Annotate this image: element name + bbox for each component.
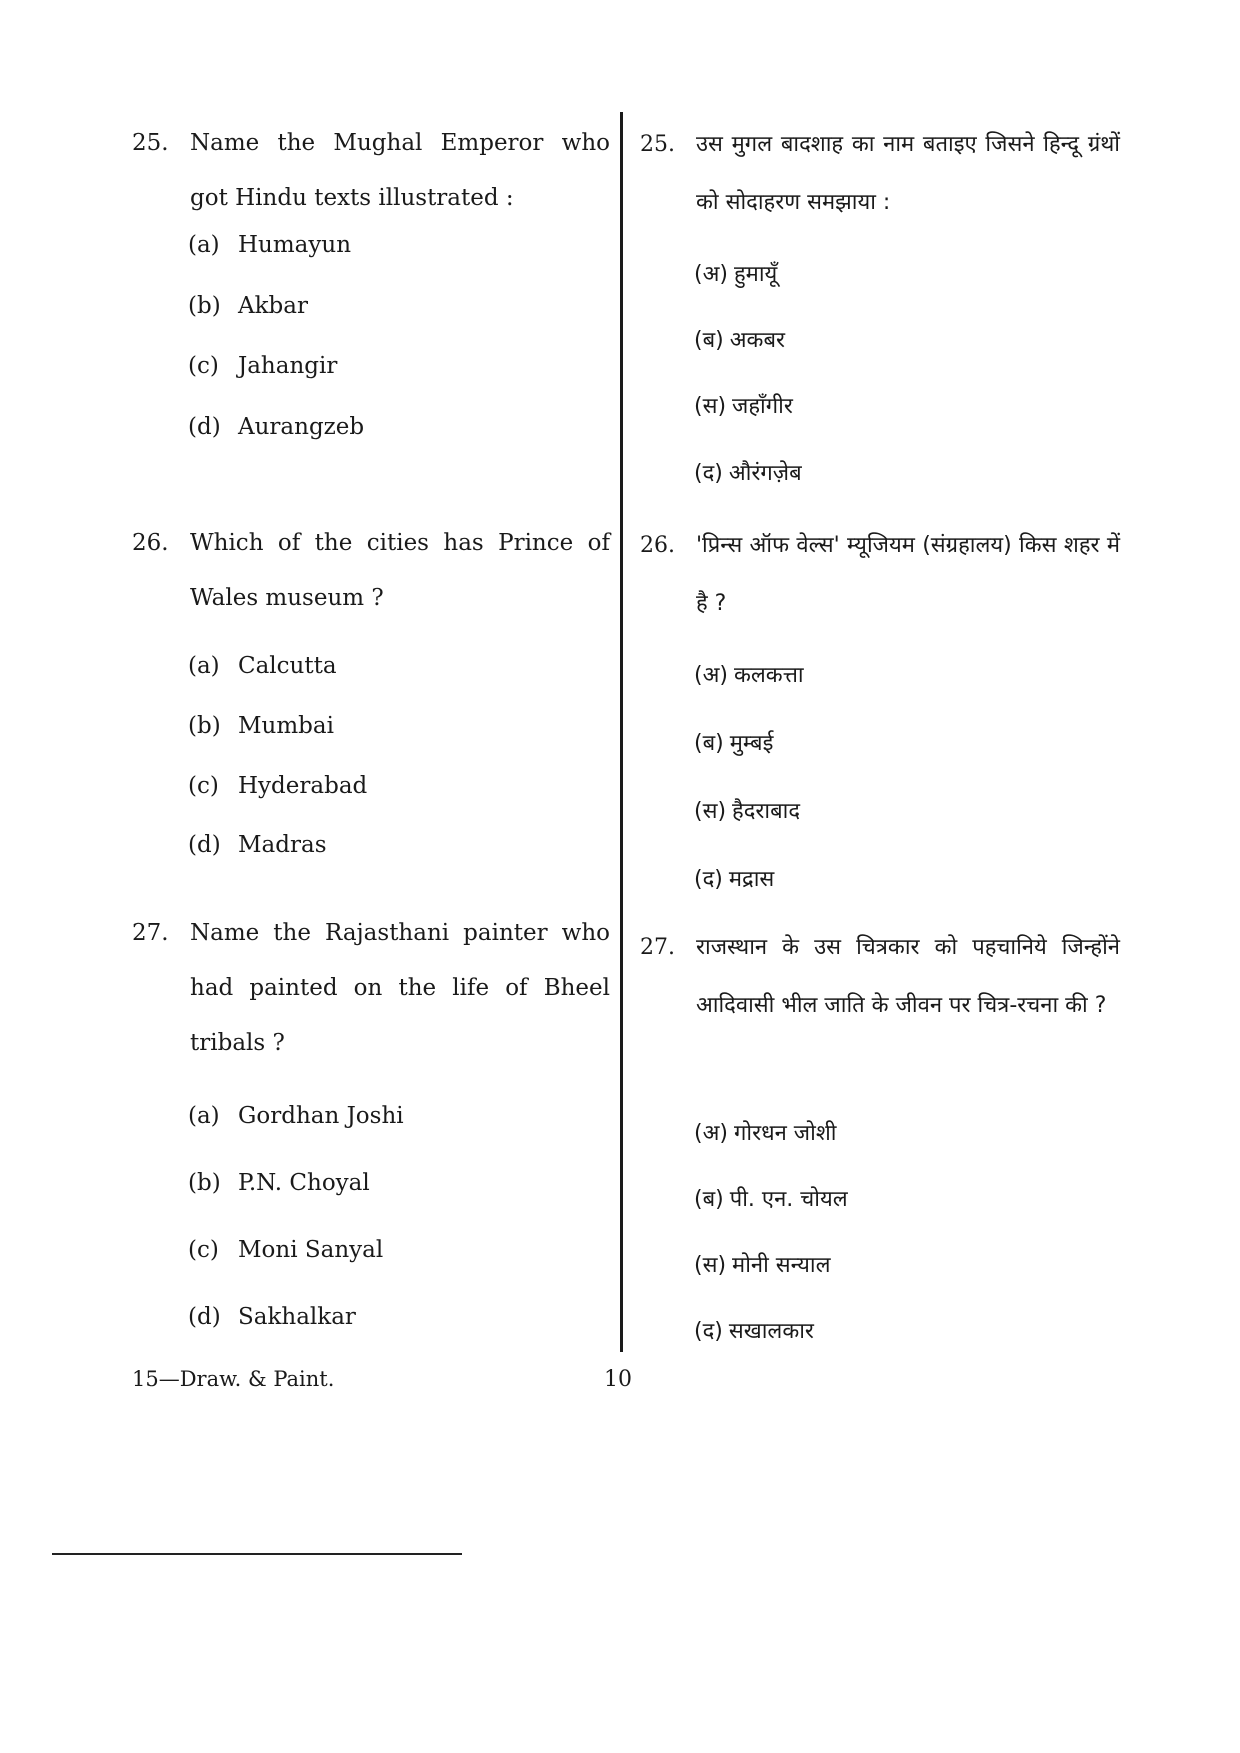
question-number: 25. [132, 130, 169, 156]
column-divider [620, 112, 623, 1352]
bottom-rule [52, 1553, 462, 1555]
option-d: (d) Sakhalkar [188, 1304, 356, 1330]
option-a: (अ) हुमायूँ [694, 262, 778, 287]
option-b: (b) Mumbai [188, 713, 334, 739]
option-a: (अ) गोरधन जोशी [694, 1121, 837, 1146]
option-c: (स) मोनी सन्याल [694, 1253, 831, 1278]
option-d: (द) औरंगज़ेब [694, 461, 802, 486]
question-text: उस मुगल बादशाह का नाम बताइए जिसने हिन्दू ग्रंथों को सोदाहरण समझाया : [696, 132, 1120, 215]
question-text: Which of the cities has Prince of Wales museum ? [190, 530, 610, 611]
option-a: (अ) कलकत्ता [694, 663, 804, 688]
question-number: 26. [640, 533, 675, 558]
option-a: (a) Calcutta [188, 653, 337, 679]
option-b: (b) P.N. Choyal [188, 1170, 370, 1196]
option-c: (c) Jahangir [188, 353, 338, 379]
option-c: (c) Moni Sanyal [188, 1237, 384, 1263]
question-text: Name the Rajasthani painter who had painted on the life of Bheel tribals ? [190, 920, 610, 1056]
question-number: 27. [132, 920, 169, 946]
question-number: 27. [640, 935, 675, 960]
option-b: (b) Akbar [188, 293, 308, 319]
option-b: (ब) अकबर [694, 328, 785, 353]
question-text: Name the Mughal Emperor who got Hindu texts illustrated : [190, 130, 610, 211]
question-text: 'प्रिन्स ऑफ वेल्स' म्यूजियम (संग्रहालय) किस शहर में है ? [696, 533, 1120, 616]
option-b: (ब) मुम्बई [694, 731, 774, 756]
option-b: (ब) पी. एन. चोयल [694, 1187, 848, 1212]
paper-code: 15—Draw. & Paint. [132, 1367, 335, 1391]
option-d: (द) मद्रास [694, 867, 775, 892]
option-d: (d) Aurangzeb [188, 414, 365, 440]
option-c: (स) जहाँगीर [694, 394, 793, 419]
page-number: 10 [604, 1367, 632, 1392]
question-number: 25. [640, 132, 675, 157]
option-a: (a) Humayun [188, 232, 352, 258]
question-number: 26. [132, 530, 169, 556]
question-text: राजस्थान के उस चित्रकार को पहचानिये जिन्होंने आदिवासी भील जाति के जीवन पर चित्र-रचना की ? [696, 935, 1120, 1018]
option-d: (d) Madras [188, 832, 327, 858]
option-a: (a) Gordhan Joshi [188, 1103, 404, 1129]
option-c: (स) हैदराबाद [694, 799, 801, 824]
option-d: (द) सखालकार [694, 1319, 814, 1344]
option-c: (c) Hyderabad [188, 773, 368, 799]
